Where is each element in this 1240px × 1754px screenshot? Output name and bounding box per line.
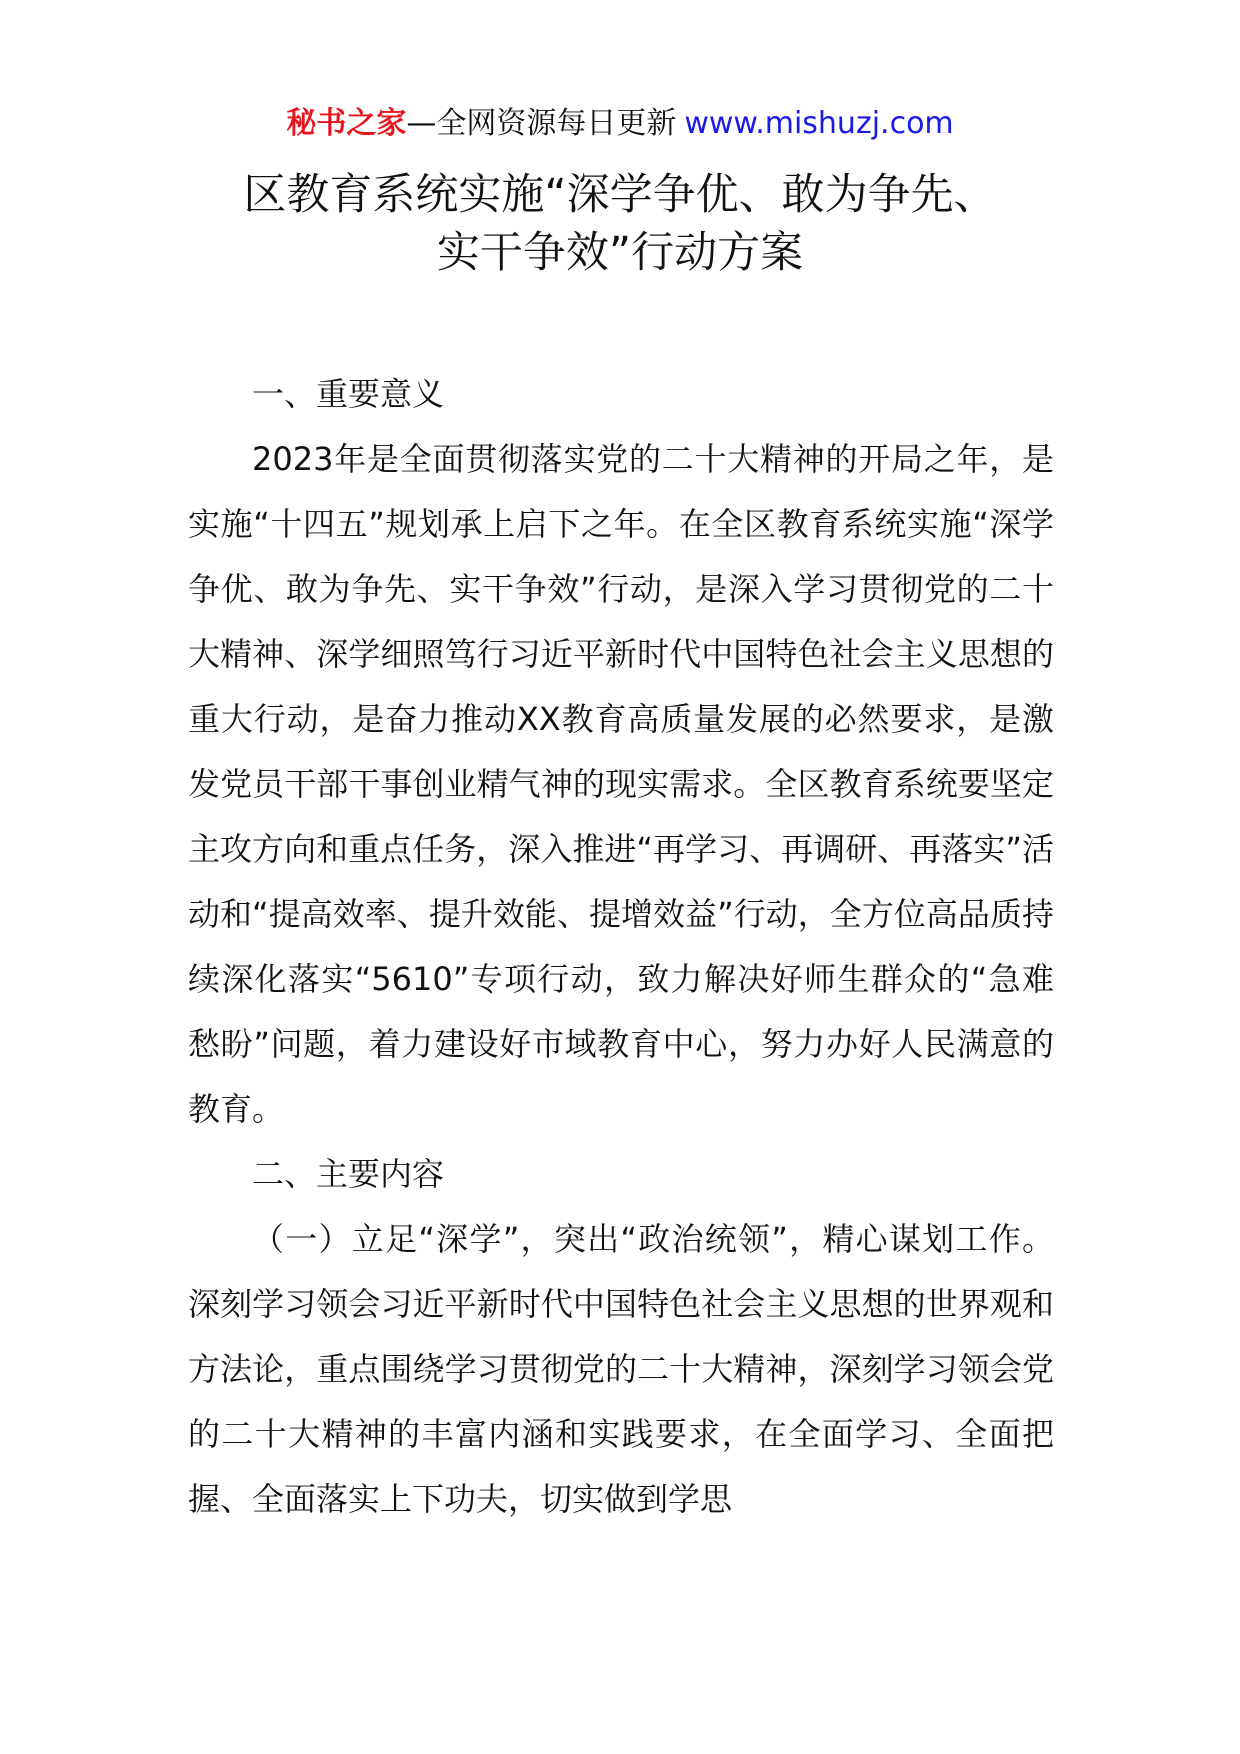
header-tagline: —全网资源每日更新: [406, 106, 677, 141]
section-2-heading: 二、主要内容: [252, 1155, 445, 1193]
site-header: [0, 104, 1240, 144]
document-body: [188, 362, 1054, 1532]
site-url-link[interactable]: www.mishuzj.com: [684, 106, 954, 141]
document-title: [0, 166, 1240, 282]
title-line-2: 实干争效”行动方案: [436, 228, 804, 278]
section-2-paragraph: （一）立足“深学”，突出“政治统领”，精心谋划工作。深刻学习领会习近平新时代中国特色社会主义思想的世界观和方法论，重点围绕学习贯彻党的二十大精神，深刻学习领会党的二十大精神的丰富内涵和实践要求，在全面学习、全面把握、全面落实上下功夫，切实做到学思: [188, 1220, 1054, 1518]
brand-name: 秘书之家: [286, 106, 407, 141]
section-1-heading: 一、重要意义: [252, 375, 445, 413]
title-line-1: 区教育系统实施“深学争优、敢为争先、: [243, 170, 997, 220]
section-1-paragraph: 2023年是全面贯彻落实党的二十大精神的开局之年，是实施“十四五”规划承上启下之年。在全区教育系统实施“深学争优、敢为争先、实干争效”行动，是深入学习贯彻党的二十大精神、深学细照笃行习近平新时代中国特色社会主义思想的重大行动，是奋力推动XX教育高质量发展的必然要求，是激发党员干部干事创业精气神的现实需求。全区教育系统要坚定主攻方向和重点任务，深入推进“再学习、再调研、再落实”活动和“提高效率、提升效能、提增效益”行动，全方位高品质持续深化落实“5610”专项行动，致力解决好师生群众的“急难愁盼”问题，着力建设好市域教育中心，努力办好人民满意的教育。: [188, 440, 1054, 1128]
